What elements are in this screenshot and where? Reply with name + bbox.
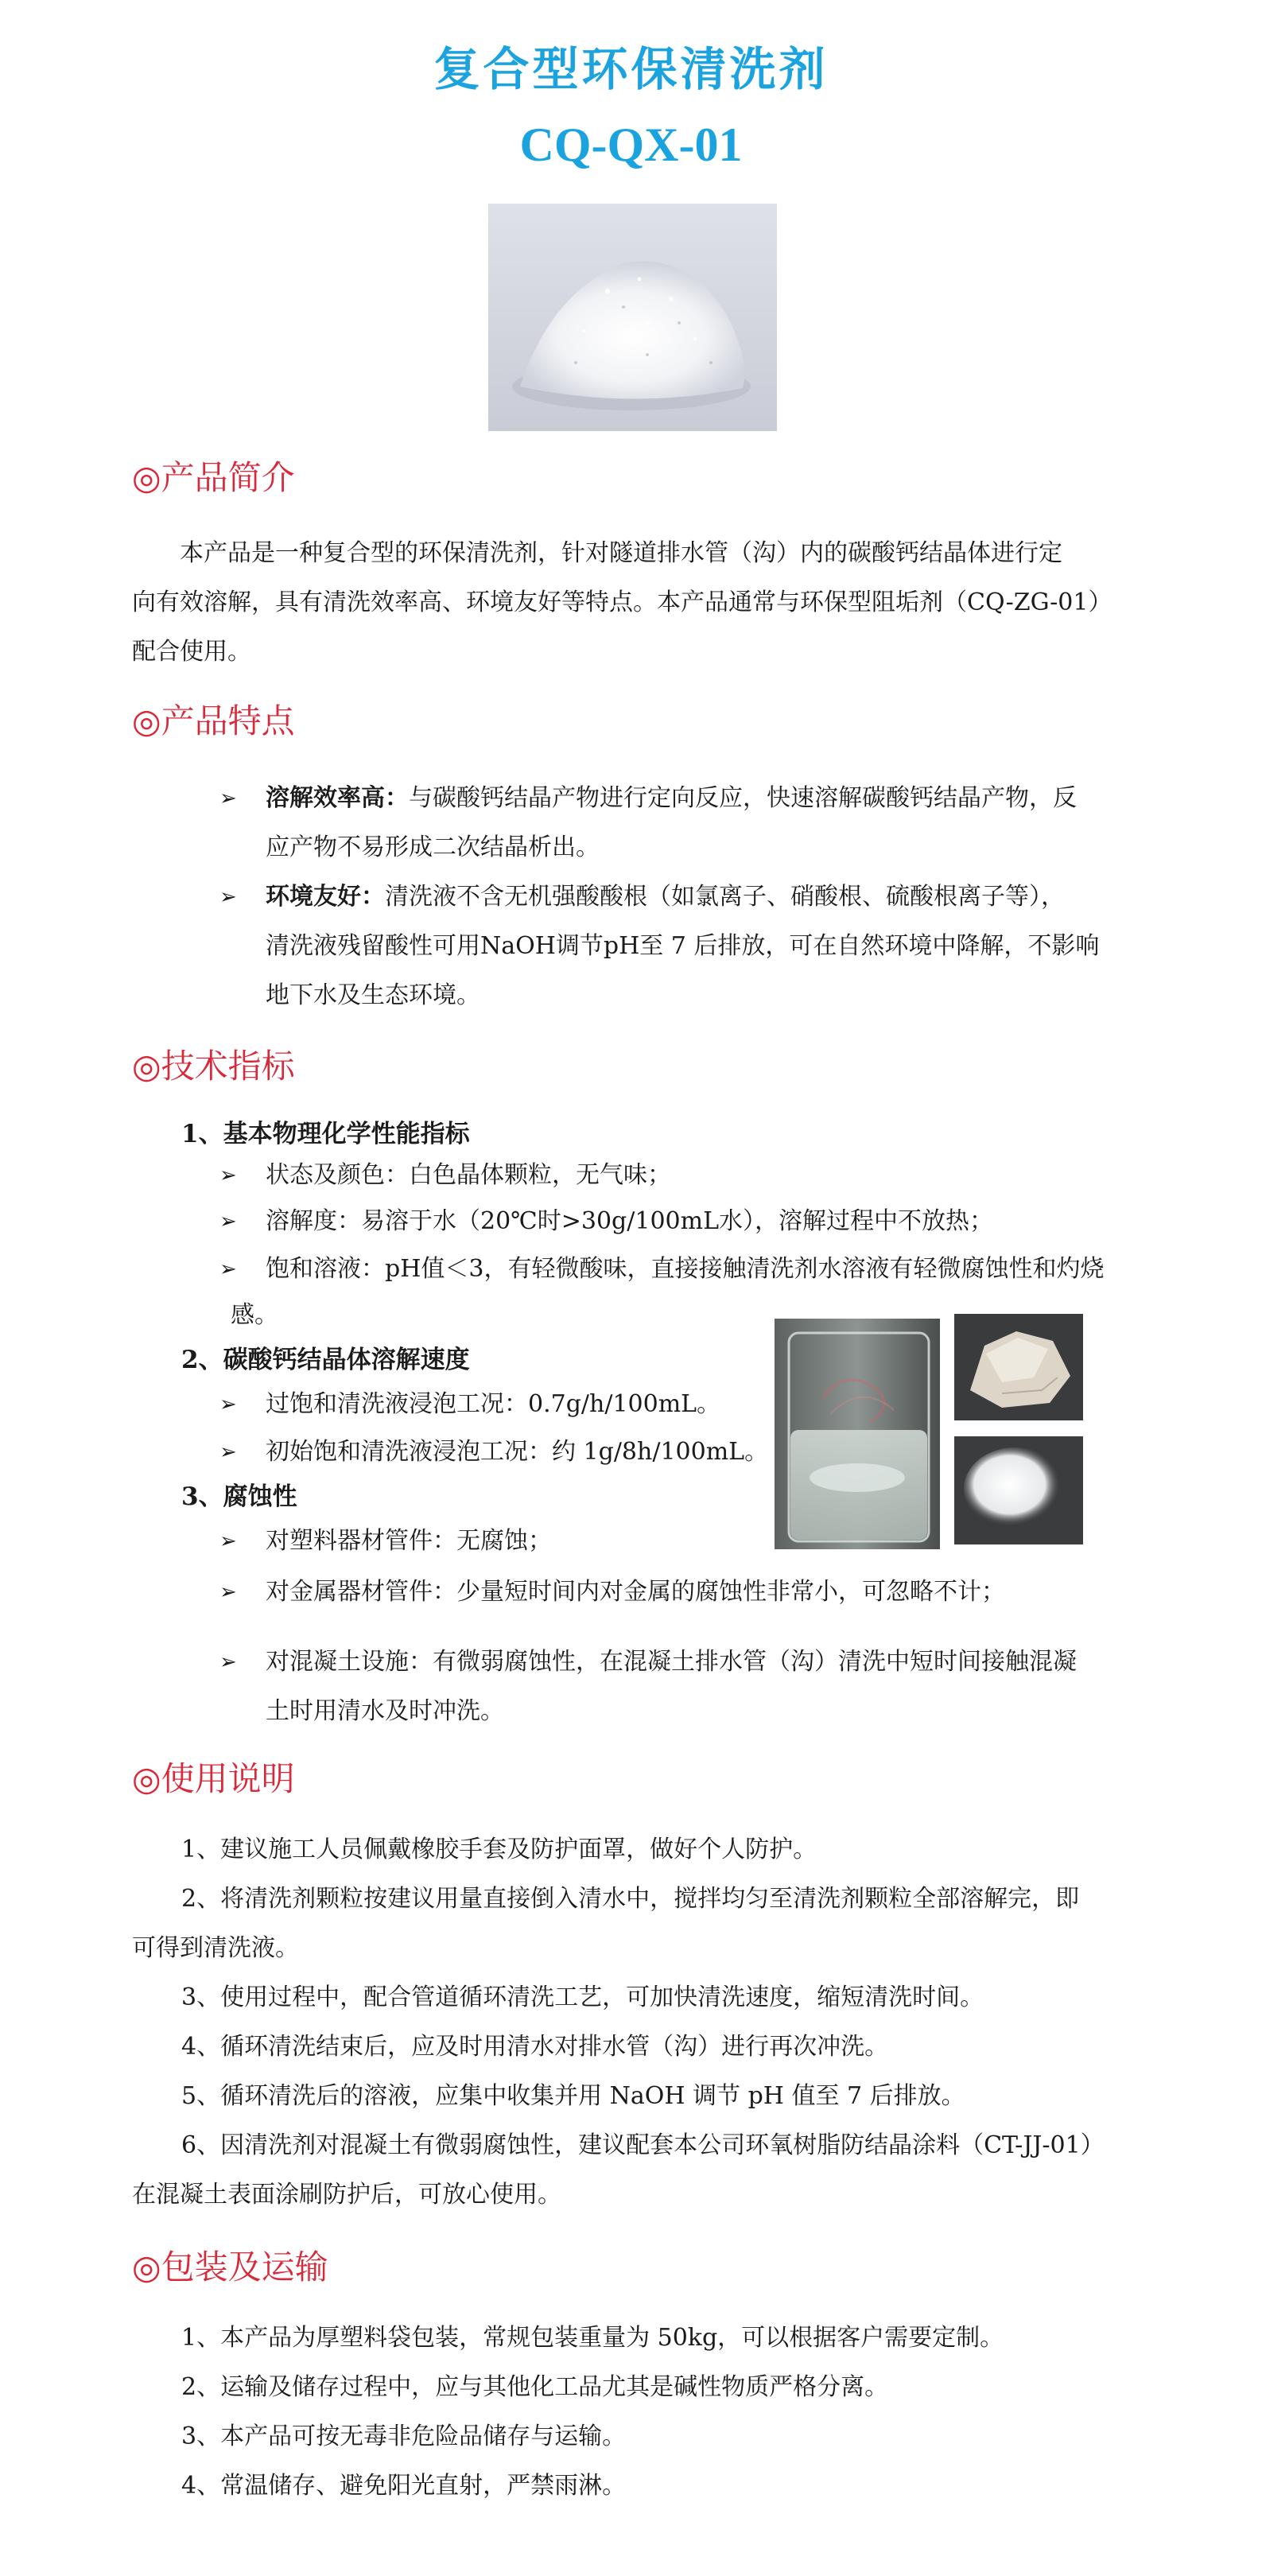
product-title: 复合型环保清洗剂 — [433, 42, 829, 96]
product-model: CQ-QX-01 — [519, 119, 743, 171]
packaging-line: 4、常温储存、避免阳光直射，严禁雨淋。 — [181, 2472, 627, 2500]
intro-line: 配合使用。 — [132, 638, 251, 666]
usage-line: 6、因清洗剂对混凝土有微弱腐蚀性，建议配套本公司环氧树脂防结晶涂料（CT-JJ-01） — [181, 2131, 1105, 2159]
spec-item: 饱和溶液：pH值＜3，有轻微酸味，直接接触清洗剂水溶液有轻微腐蚀性和灼烧 — [266, 1255, 1105, 1283]
arrow-bullet-icon: ➢ — [219, 787, 237, 810]
usage-line: 3、使用过程中，配合管道循环清洗工艺，可加快清洗速度，缩短清洗时间。 — [181, 1983, 984, 2011]
packaging-line: 2、运输及储存过程中，应与其他化工品尤其是碱性物质严格分离。 — [181, 2373, 889, 2401]
feature-label: 溶解效率高： — [266, 784, 409, 812]
spec-item: 状态及颜色：白色晶体颗粒，无气味； — [266, 1161, 671, 1189]
arrow-bullet-icon: ➢ — [219, 1529, 237, 1553]
feature-text: 地下水及生态环境。 — [266, 981, 480, 1009]
usage-line: 4、循环清洗结束后，应及时用清水对排水管（沟）进行再次冲洗。 — [181, 2033, 889, 2061]
specs-group-title: 1、基本物理化学性能指标 — [181, 1120, 470, 1148]
beaker-photo — [775, 1319, 940, 1549]
arrow-bullet-icon: ➢ — [219, 885, 237, 909]
arrow-bullet-icon: ➢ — [219, 1210, 237, 1234]
usage-line: 1、建议施工人员佩戴橡胶手套及防护面罩，做好个人防护。 — [181, 1836, 817, 1863]
feature-item — [266, 881, 1065, 913]
feature-label: 环境友好： — [266, 883, 385, 911]
arrow-bullet-icon: ➢ — [219, 1440, 237, 1464]
arrow-bullet-icon: ➢ — [219, 1257, 237, 1281]
spec-item-continuation: 土时用清水及时冲洗。 — [266, 1697, 504, 1725]
feature-text: 应产物不易形成二次结晶析出。 — [266, 833, 600, 861]
arrow-bullet-icon: ➢ — [219, 1650, 237, 1674]
arrow-bullet-icon: ➢ — [219, 1164, 237, 1187]
specs-group-title: 2、碳酸钙结晶体溶解速度 — [181, 1346, 470, 1374]
feature-item — [266, 783, 1077, 814]
feature-text: 清洗液不含无机强酸酸根（如氯离子、硝酸根、硫酸根离子等）， — [385, 883, 1065, 911]
intro-line: 本产品是一种复合型的环保清洗剂，针对隧道排水管（沟）内的碳酸钙结晶体进行定 — [180, 539, 1062, 567]
intro-line: 向有效溶解，具有清洗效率高、环境友好等特点。本产品通常与环保型阻垢剂（CQ-ZG-01） — [132, 589, 1113, 616]
usage-heading: ◎使用说明 — [132, 1759, 295, 1798]
specs-group-title: 3、腐蚀性 — [181, 1482, 297, 1511]
usage-line: 2、将清洗剂颗粒按建议用量直接倒入清水中，搅拌均匀至清洗剂颗粒全部溶解完，即 — [181, 1885, 1080, 1913]
spec-item: 对金属器材管件：少量短时间内对金属的腐蚀性非常小，可忽略不计； — [266, 1578, 1005, 1606]
product-powder-photo — [488, 204, 777, 431]
spec-item-continuation: 感。 — [231, 1301, 278, 1329]
spec-item: 溶解度：易溶于水（20℃时>30g/100mL水），溶解过程中不放热； — [266, 1207, 993, 1235]
crystal-rock-photo — [954, 1314, 1083, 1420]
usage-line: 在混凝土表面涂刷防护后，可放心使用。 — [132, 2181, 561, 2209]
packaging-line: 1、本产品为厚塑料袋包装，常规包装重量为 50kg，可以根据客户需要定制。 — [181, 2324, 1004, 2352]
feature-text: 清洗液残留酸性可用NaOH调节pH至 7 后排放，可在自然环境中降解，不影响 — [266, 932, 1100, 960]
packaging-line: 3、本产品可按无毒非危险品储存与运输。 — [181, 2423, 627, 2450]
usage-line: 5、循环清洗后的溶液，应集中收集并用 NaOH 调节 pH 值至 7 后排放。 — [181, 2082, 965, 2110]
intro-heading: ◎产品简介 — [132, 458, 295, 497]
arrow-bullet-icon: ➢ — [219, 1393, 237, 1416]
spec-item: 对混凝土设施：有微弱腐蚀性，在混凝土排水管（沟）清洗中短时间接触混凝 — [266, 1648, 1077, 1676]
dissolved-powder-photo — [954, 1436, 1083, 1544]
spec-item: 对塑料器材管件：无腐蚀； — [266, 1527, 552, 1555]
packaging-heading: ◎包装及运输 — [132, 2248, 328, 2287]
spec-item: 初始饱和清洗液浸泡工况：约 1g/8h/100mL。 — [266, 1438, 769, 1466]
features-heading: ◎产品特点 — [132, 701, 295, 740]
specs-heading: ◎技术指标 — [132, 1047, 295, 1086]
arrow-bullet-icon: ➢ — [219, 1580, 237, 1604]
spec-item: 过饱和清洗液浸泡工况：0.7g/h/100mL。 — [266, 1390, 721, 1418]
usage-line: 可得到清洗液。 — [132, 1934, 299, 1962]
feature-text: 与碳酸钙结晶产物进行定向反应，快速溶解碳酸钙结晶产物，反 — [409, 784, 1077, 812]
